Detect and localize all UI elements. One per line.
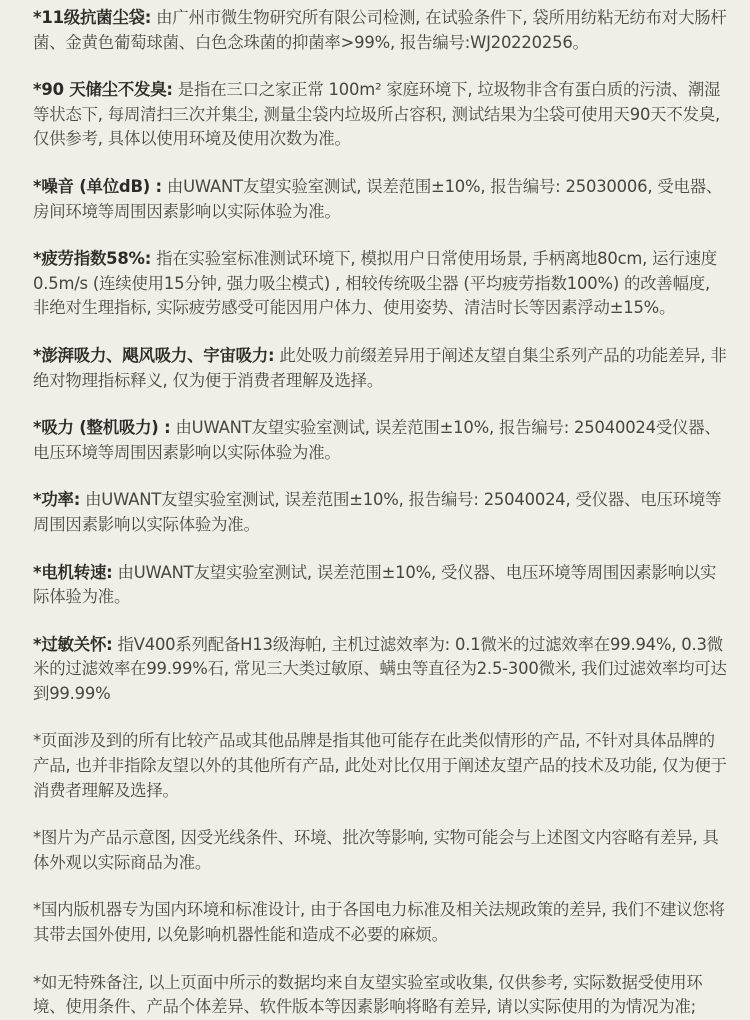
note-domestic-version <box>33 898 728 947</box>
note-antibacterial-bag <box>33 6 728 55</box>
note-allergy-care <box>33 633 728 707</box>
note-data-source <box>33 971 728 1020</box>
note-90-day-odor-free <box>33 78 728 152</box>
note-text: 是指在三口之家正常 100m² 家庭环境下, 垃圾物非含有蛋白质的污渍、潮湿等状态下, 每周清扫三次并集尘, 测量尘袋内垃圾所占容积, 测试结果为尘袋可使用天90天不发臭, 仅供参考, 具体以使用环境及使用次数为准。 <box>33 80 721 149</box>
note-text: 此处吸力前缀差异用于阐述友望自集尘系列产品的功能差异, 非绝对物理指标释义, 仅为便于消费者理解及选择。 <box>33 345 727 390</box>
note-heading: *过敏关怀: <box>33 634 113 654</box>
note-heading: *澎湃吸力、飓风吸力、宇宙吸力: <box>33 345 275 365</box>
note-image-disclaimer <box>33 826 728 875</box>
note-text: 由UWANT友望实验室测试, 误差范围±10%, 报告编号: 25040024受仪器、电压环境等周围因素影响以实际体验为准。 <box>33 418 721 462</box>
note-heading: *功率: <box>33 490 81 510</box>
note-noise <box>33 175 728 224</box>
note-heading: *11级抗菌尘袋: <box>33 8 152 27</box>
note-text: 由UWANT友望实验室测试, 误差范围±10%, 受仪器、电压环境等周围因素影响以实际体验为准。 <box>33 562 717 607</box>
note-text: 指在实验室标准测试环境下, 模拟用户日常使用场景, 手柄离地80cm, 运行速度0.5m/s (连续使用15分钟, 强力吸尘模式) , 相较传统吸尘器 (平均疲劳指数100%) 的改善幅度, 非绝对生理指标, 实际疲劳感受可能因用户体力、使用姿势、清洁时长等因素浮动±15%。 <box>33 249 717 318</box>
note-text: *如无特殊备注, 以上页面中所示的数据均来自友望实验室或收集, 仅供参考, 实际数据受使用环境、使用条件、产品个体差异、软件版本等因素影响将略有差异, 请以实际使用的为情况为准; <box>33 972 703 1017</box>
note-text: *图片为产品示意图, 因受光线条件、环境、批次等影响, 实物可能会与上述图文内容略有差异, 具体外观以实际商品为准。 <box>33 828 719 872</box>
note-text: *国内版机器专为国内环境和标准设计, 由于各国电力标准及相关法规政策的差异, 我们不建议您将其带去国外使用, 以免影响机器性能和造成不必要的麻烦。 <box>33 900 725 945</box>
note-suction <box>33 416 728 465</box>
note-suction-prefix <box>33 344 728 393</box>
note-heading: *电机转速: <box>33 562 113 582</box>
note-text: 指V400系列配备H13级海帕, 主机过滤效率为: 0.1微米的过滤效率在99.94%, 0.3微米的过滤效率在99.99%石, 常见三大类过敏原、螨虫等直径为2.5-300微米, 我们过滤效率均可达到99.99% <box>33 634 727 703</box>
note-heading: *90 天储尘不发臭: <box>33 80 173 100</box>
note-text: 由广州市微生物研究所有限公司检测, 在试验条件下, 袋所用纺粘无纺布对大肠杆菌、金黄色葡萄球菌、白色念珠菌的抑菌率>99%, 报告编号:WJ20220256。 <box>33 8 727 52</box>
note-comparison-disclaimer <box>33 729 728 803</box>
note-text: 由UWANT友望实验室测试, 误差范围±10%, 报告编号: 25040024, 受仪器、电压环境等周围因素影响以实际体验为准。 <box>33 490 722 534</box>
note-power <box>33 488 728 537</box>
note-heading: *噪音 (单位dB) : <box>33 176 162 196</box>
note-text: *页面涉及到的所有比较产品或其他品牌是指其他可能存在此类似情形的产品, 不针对具体品牌的产品, 也并非指除友望以外的其他所有产品, 此处对比仅用于阐述友望产品的技术及功能, 仅为便于消费者理解及选择。 <box>33 731 727 800</box>
note-fatigue-index <box>33 247 728 321</box>
note-motor-speed <box>33 561 728 610</box>
note-heading: *吸力 (整机吸力) : <box>33 418 171 438</box>
note-heading: *疲劳指数58%: <box>33 249 152 269</box>
note-text: 由UWANT友望实验室测试, 误差范围±10%, 报告编号: 25030006, 受电器、房间环境等周围因素影响以实际体验为准。 <box>33 176 723 221</box>
